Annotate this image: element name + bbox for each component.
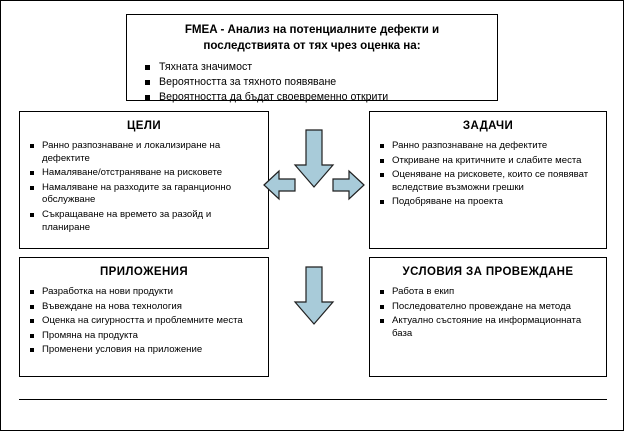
applications-list [28, 286, 260, 357]
list-item: Промяна на продукта [28, 330, 260, 343]
fmea-header-box [126, 14, 498, 101]
list-item: Ранно разпознаване и локализиране на дефектите [28, 140, 260, 165]
conditions-title: УСЛОВИЯ ЗА ПРОВЕЖДАНЕ [402, 266, 574, 278]
bottom-divider [19, 399, 607, 400]
list-item: Намаляване на разходите за гаранционно обслужване [28, 182, 260, 207]
applications-box [19, 257, 269, 377]
list-item: Тяхната значимост [137, 60, 487, 75]
list-item: Оценяване на рисковете, които се появяват вследствие възможни грешки [378, 169, 598, 194]
goals-list [28, 140, 260, 234]
arrow-left-icon [263, 169, 297, 201]
list-item: Работа в екип [378, 286, 598, 299]
list-item: Последователно провеждане на метода [378, 301, 598, 314]
tasks-list [378, 140, 598, 209]
goals-title: ЦЕЛИ [126, 120, 161, 132]
list-item: Актуално състояние на информационната база [378, 315, 598, 340]
goals-box [19, 111, 269, 249]
list-item: Откриване на критичните и слабите места [378, 155, 598, 168]
list-item: Вероятността за тяхното появяване [137, 75, 487, 90]
arrow-right-icon [331, 169, 365, 201]
list-item: Подобряване на проекта [378, 196, 598, 209]
conditions-box [369, 257, 607, 377]
header-bullet-list [137, 60, 487, 105]
tasks-box [369, 111, 607, 249]
conditions-list [378, 286, 598, 340]
list-item: Оценка на сигурността и проблемните места [28, 315, 260, 328]
header-title-line-1: FMEA - Анализ на потенциалните дефекти и [184, 23, 440, 36]
list-item: Намаляване/отстраняване на рисковете [28, 167, 260, 180]
list-item: Ранно разпознаване на дефектите [378, 140, 598, 153]
list-item: Вероятността да бъдат своевременно открити [137, 90, 487, 105]
tasks-title: ЗАДАЧИ [462, 120, 514, 132]
list-item: Съкращаване на времето за разойд и планиране [28, 209, 260, 234]
applications-title: ПРИЛОЖЕНИЯ [100, 266, 188, 278]
list-item: Променени условия на приложение [28, 344, 260, 357]
list-item: Въвеждане на нова технология [28, 301, 260, 314]
arrow-down-icon [293, 266, 335, 326]
arrow-down-icon [293, 129, 335, 189]
list-item: Разработка на нови продукти [28, 286, 260, 299]
header-title-line-2: последствията от тях чрез оценка на: [203, 39, 421, 52]
